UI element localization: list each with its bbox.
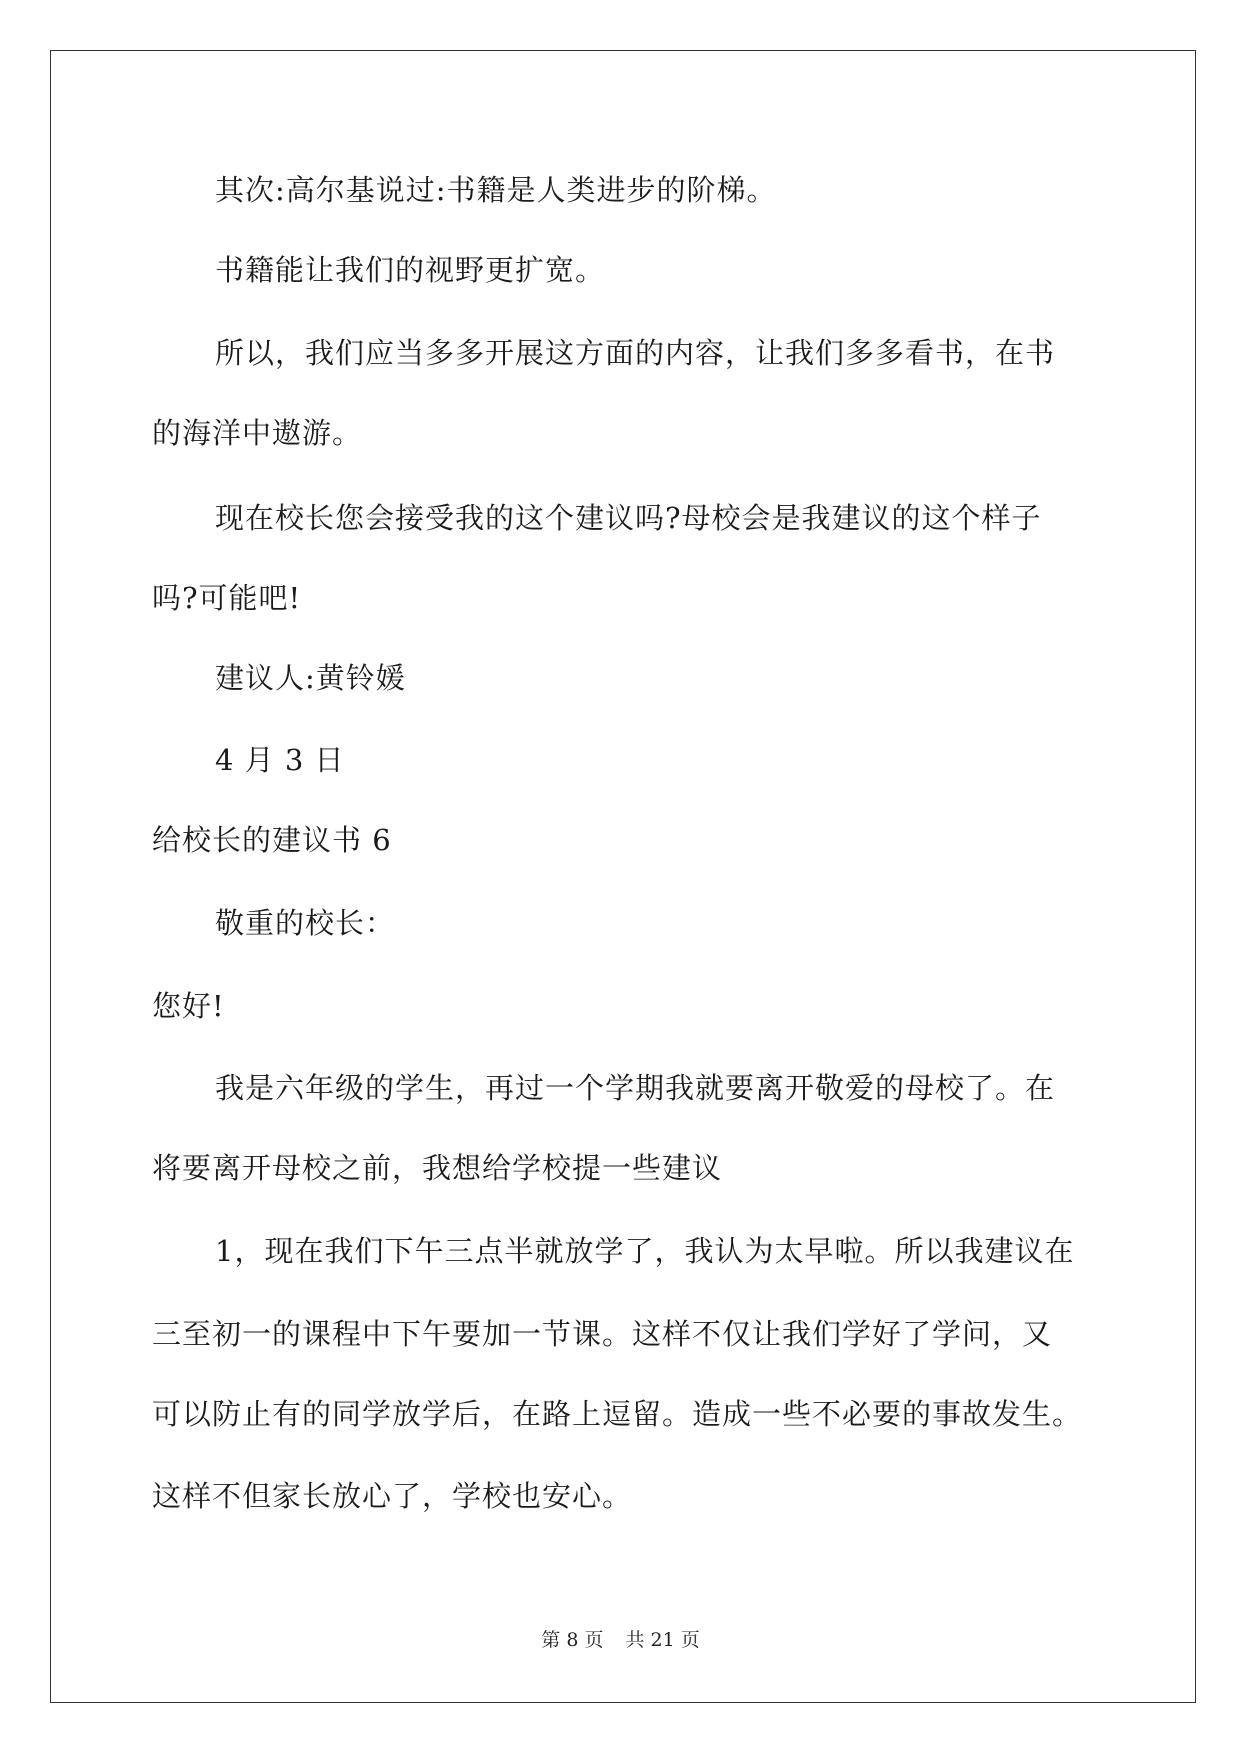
paragraph-line: 1，现在我们下午三点半就放学了，我认为太早啦。所以我建议在 bbox=[215, 1234, 1075, 1268]
section-title: 给校长的建议书 6 bbox=[152, 823, 392, 857]
date-line: 4 月 3 日 bbox=[215, 743, 345, 777]
salutation: 敬重的校长： bbox=[215, 906, 396, 940]
paragraph-line: 书籍能让我们的视野更扩宽。 bbox=[215, 253, 606, 287]
paragraph-line: 将要离开母校之前，我想给学校提一些建议 bbox=[152, 1151, 723, 1185]
paragraph-line: 可以防止有的同学放学后，在路上逗留。造成一些不必要的事故发生。 bbox=[152, 1397, 1083, 1431]
paragraph-line: 现在校长您会接受我的这个建议吗?母校会是我建议的这个样子 bbox=[215, 501, 1042, 535]
paragraph-line: 这样不但家长放心了，学校也安心。 bbox=[152, 1479, 633, 1513]
page-footer bbox=[0, 1628, 1241, 1652]
paragraph-line: 吗?可能吧! bbox=[152, 581, 302, 615]
paragraph-line: 其次:高尔基说过:书籍是人类进步的阶梯。 bbox=[215, 173, 777, 207]
page-number: 第 8 页 bbox=[541, 1629, 604, 1651]
greeting: 您好! bbox=[152, 989, 225, 1023]
paragraph-line: 的海洋中遨游。 bbox=[152, 416, 363, 450]
page-total: 共 21 页 bbox=[625, 1629, 700, 1651]
paragraph-line: 三至初一的课程中下午要加一节课。这样不仅让我们学好了学问，又 bbox=[152, 1317, 1053, 1351]
paragraph-line: 所以，我们应当多多开展这方面的内容，让我们多多看书，在书 bbox=[215, 336, 1056, 370]
signature-line: 建议人:黄铃媛 bbox=[215, 661, 406, 695]
page-border bbox=[50, 50, 1196, 1703]
paragraph-line: 我是六年级的学生，再过一个学期我就要离开敬爱的母校了。在 bbox=[215, 1071, 1056, 1105]
